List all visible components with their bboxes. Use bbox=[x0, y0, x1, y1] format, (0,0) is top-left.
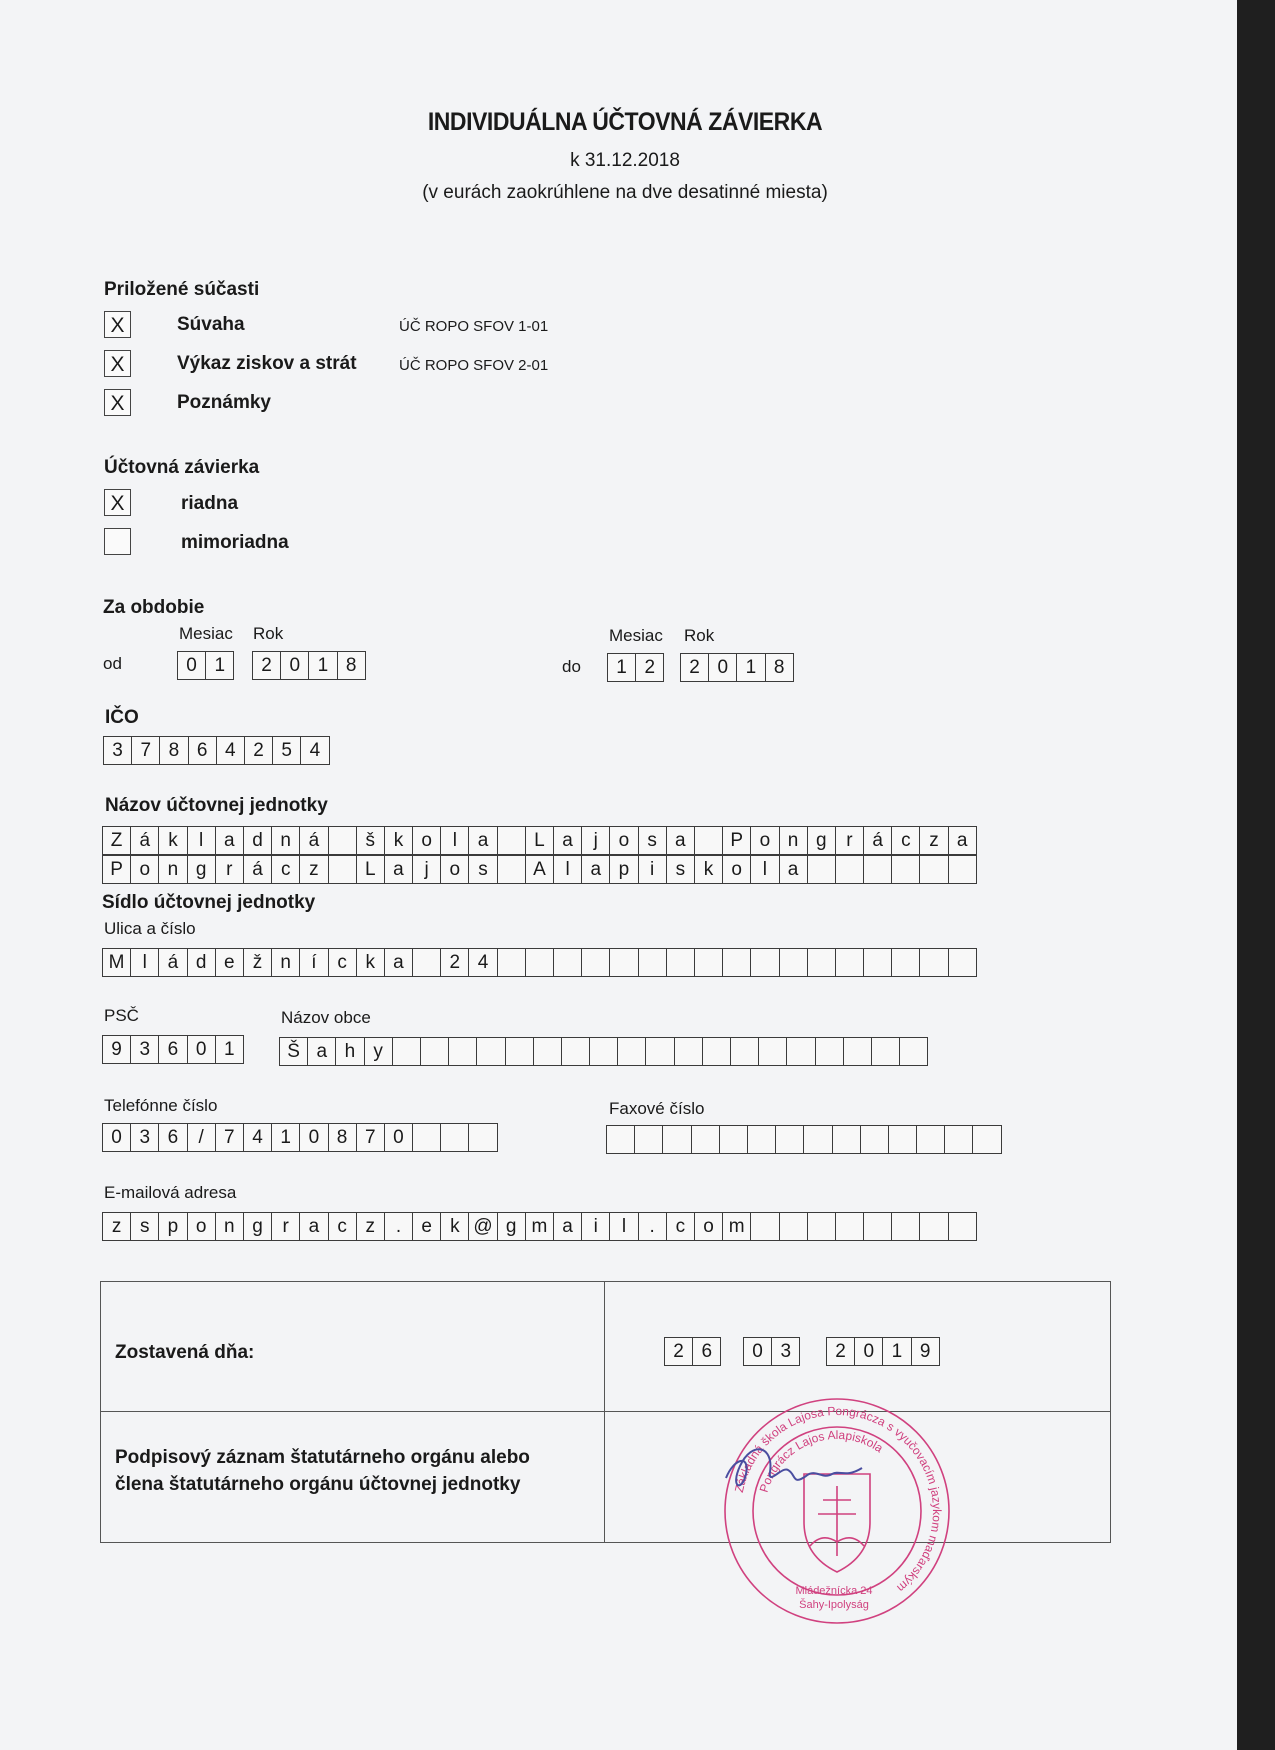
char-cell: n bbox=[271, 948, 300, 977]
char-cell: 0 bbox=[177, 651, 206, 680]
closure-checkbox-mimoriadna[interactable] bbox=[104, 528, 131, 555]
char-cell: / bbox=[187, 1123, 216, 1152]
char-cell: P bbox=[722, 826, 751, 855]
char-cell: 3 bbox=[130, 1035, 159, 1064]
char-cell bbox=[871, 1037, 900, 1066]
closure-checkbox-riadna[interactable]: X bbox=[104, 489, 131, 516]
char-cell: y bbox=[364, 1037, 393, 1066]
char-cell bbox=[497, 948, 526, 977]
char-cell: o bbox=[440, 855, 469, 884]
char-cell: 1 bbox=[215, 1035, 244, 1064]
char-cell: ž bbox=[243, 948, 272, 977]
char-cell bbox=[803, 1125, 832, 1154]
char-cell bbox=[448, 1037, 477, 1066]
char-cell bbox=[606, 1125, 635, 1154]
char-cell: 2 bbox=[635, 653, 664, 682]
char-cell: a bbox=[553, 826, 582, 855]
char-cell: 3 bbox=[130, 1123, 159, 1152]
char-cell bbox=[891, 855, 920, 884]
char-cell: 1 bbox=[736, 653, 765, 682]
char-cell: L bbox=[356, 855, 385, 884]
psc-label: PSČ bbox=[104, 1006, 139, 1025]
char-cell bbox=[666, 948, 695, 977]
phone-field[interactable] bbox=[102, 1123, 497, 1152]
char-cell bbox=[589, 1037, 618, 1066]
char-cell: 1 bbox=[205, 651, 234, 680]
char-cell: i bbox=[581, 1212, 610, 1241]
char-cell: 7 bbox=[215, 1123, 244, 1152]
fax-label: Faxové číslo bbox=[609, 1099, 705, 1118]
char-cell: @ bbox=[468, 1212, 497, 1241]
email-field[interactable] bbox=[102, 1212, 976, 1241]
char-cell: d bbox=[187, 948, 216, 977]
attachment-checkbox-vykaz[interactable]: X bbox=[104, 350, 131, 377]
char-cell: 1 bbox=[271, 1123, 300, 1152]
city-field[interactable] bbox=[279, 1037, 927, 1066]
signature-table-row-divider bbox=[100, 1411, 1111, 1412]
char-cell: m bbox=[722, 1212, 751, 1241]
char-cell bbox=[561, 1037, 590, 1066]
char-cell bbox=[694, 948, 723, 977]
char-cell: n bbox=[215, 1212, 244, 1241]
period-from-month-label: Mesiac bbox=[179, 624, 233, 643]
char-cell bbox=[392, 1037, 421, 1066]
char-cell: k bbox=[158, 826, 187, 855]
char-cell bbox=[843, 1037, 872, 1066]
attachment-checkbox-suvaha[interactable]: X bbox=[104, 311, 131, 338]
char-cell: l bbox=[187, 826, 216, 855]
char-cell: 9 bbox=[102, 1035, 131, 1064]
char-cell bbox=[944, 1125, 973, 1154]
char-cell: p bbox=[609, 855, 638, 884]
stamp-address-line-2: Šahy-Ipolyság bbox=[799, 1599, 869, 1611]
signature-table bbox=[100, 1281, 1111, 1543]
char-cell: o bbox=[750, 826, 779, 855]
attachment-label-vykaz: Výkaz ziskov a strát bbox=[177, 353, 357, 374]
char-cell: a bbox=[307, 1037, 336, 1066]
char-cell bbox=[807, 948, 836, 977]
char-cell: g bbox=[187, 855, 216, 884]
phone-label: Telefónne číslo bbox=[104, 1096, 218, 1115]
char-cell bbox=[638, 948, 667, 977]
char-cell: j bbox=[581, 826, 610, 855]
char-cell: r bbox=[215, 855, 244, 884]
char-cell bbox=[719, 1125, 748, 1154]
char-cell: á bbox=[243, 855, 272, 884]
char-cell bbox=[863, 855, 892, 884]
closure-label-riadna: riadna bbox=[181, 493, 239, 514]
char-cell: a bbox=[553, 1212, 582, 1241]
char-cell: z bbox=[102, 1212, 131, 1241]
char-cell bbox=[835, 948, 864, 977]
char-cell: a bbox=[299, 1212, 328, 1241]
char-cell bbox=[948, 1212, 977, 1241]
char-cell: l bbox=[130, 948, 159, 977]
char-cell: e bbox=[412, 1212, 441, 1241]
char-cell: M bbox=[102, 948, 131, 977]
char-cell: m bbox=[525, 1212, 554, 1241]
compiled-month[interactable] bbox=[743, 1337, 799, 1366]
char-cell bbox=[722, 948, 751, 977]
char-cell: í bbox=[299, 948, 328, 977]
char-cell: a bbox=[779, 855, 808, 884]
char-cell bbox=[617, 1037, 646, 1066]
char-cell bbox=[891, 1212, 920, 1241]
char-cell: 6 bbox=[692, 1337, 721, 1366]
char-cell: 0 bbox=[708, 653, 737, 682]
email-label: E-mailová adresa bbox=[104, 1183, 237, 1202]
char-cell: 0 bbox=[743, 1337, 772, 1366]
char-cell bbox=[412, 948, 441, 977]
char-cell: a bbox=[666, 826, 695, 855]
char-cell: Š bbox=[279, 1037, 308, 1066]
char-cell: l bbox=[440, 826, 469, 855]
char-cell bbox=[533, 1037, 562, 1066]
stamp-ring-text: Základná škola Lajosa Pongrácza s vyučovacím jazykom maďarským bbox=[731, 1403, 945, 1596]
char-cell bbox=[891, 948, 920, 977]
scan-edge bbox=[1237, 0, 1275, 1750]
char-cell: á bbox=[158, 948, 187, 977]
char-cell bbox=[779, 948, 808, 977]
char-cell: L bbox=[525, 826, 554, 855]
stamp-address-line-1: Mládežnícka 24 bbox=[795, 1585, 873, 1597]
char-cell: c bbox=[666, 1212, 695, 1241]
char-cell bbox=[747, 1125, 776, 1154]
char-cell: a bbox=[948, 826, 977, 855]
char-cell: h bbox=[335, 1037, 364, 1066]
period-to-month-label: Mesiac bbox=[609, 626, 663, 645]
char-cell: s bbox=[638, 826, 667, 855]
char-cell: Z bbox=[102, 826, 131, 855]
char-cell bbox=[815, 1037, 844, 1066]
char-cell bbox=[420, 1037, 449, 1066]
char-cell: k bbox=[694, 855, 723, 884]
char-cell: 8 bbox=[159, 736, 188, 765]
stamp-inner-text: Pongrácz Lajos Alapiskola bbox=[756, 1427, 886, 1495]
period-to-month[interactable] bbox=[607, 653, 663, 682]
char-cell: 0 bbox=[854, 1337, 883, 1366]
char-cell bbox=[553, 948, 582, 977]
char-cell: g bbox=[243, 1212, 272, 1241]
char-cell bbox=[634, 1125, 663, 1154]
period-to-year-label: Rok bbox=[684, 626, 715, 645]
document-units: (v eurách zaokrúhlene na dve desatinné miesta) bbox=[422, 182, 828, 203]
char-cell bbox=[581, 948, 610, 977]
char-cell: 0 bbox=[299, 1123, 328, 1152]
char-cell: c bbox=[328, 948, 357, 977]
char-cell: 1 bbox=[882, 1337, 911, 1366]
char-cell: 0 bbox=[102, 1123, 131, 1152]
attachment-code-vykaz: ÚČ ROPO SFOV 2-01 bbox=[399, 357, 549, 374]
official-stamp bbox=[722, 1396, 952, 1626]
char-cell bbox=[786, 1037, 815, 1066]
char-cell: 4 bbox=[243, 1123, 272, 1152]
char-cell bbox=[888, 1125, 917, 1154]
char-cell: 2 bbox=[244, 736, 273, 765]
char-cell: k bbox=[440, 1212, 469, 1241]
char-cell: 0 bbox=[280, 651, 309, 680]
char-cell: o bbox=[412, 826, 441, 855]
char-cell bbox=[750, 1212, 779, 1241]
char-cell bbox=[835, 855, 864, 884]
period-from-label: od bbox=[103, 654, 122, 673]
period-from-month[interactable] bbox=[177, 651, 233, 680]
double-cross-icon bbox=[810, 1486, 864, 1556]
char-cell bbox=[750, 948, 779, 977]
char-cell bbox=[645, 1037, 674, 1066]
char-cell: 0 bbox=[384, 1123, 413, 1152]
char-cell: 3 bbox=[771, 1337, 800, 1366]
char-cell bbox=[916, 1125, 945, 1154]
char-cell: . bbox=[384, 1212, 413, 1241]
char-cell bbox=[919, 855, 948, 884]
char-cell bbox=[691, 1125, 720, 1154]
city-label: Názov obce bbox=[281, 1008, 371, 1027]
char-cell bbox=[899, 1037, 928, 1066]
char-cell: 1 bbox=[308, 651, 337, 680]
char-cell: l bbox=[750, 855, 779, 884]
entity-name-label: Názov účtovnej jednotky bbox=[105, 795, 328, 816]
char-cell bbox=[525, 948, 554, 977]
char-cell: 4 bbox=[300, 736, 329, 765]
char-cell: n bbox=[271, 826, 300, 855]
char-cell: n bbox=[158, 855, 187, 884]
char-cell: á bbox=[863, 826, 892, 855]
char-cell bbox=[948, 948, 977, 977]
char-cell: z bbox=[299, 855, 328, 884]
char-cell: 8 bbox=[337, 651, 366, 680]
document-title: INDIVIDUÁLNA ÚČTOVNÁ ZÁVIERKA bbox=[427, 108, 823, 136]
signature-label-line-1: Podpisový záznam štatutárneho orgánu alebo bbox=[115, 1447, 530, 1468]
char-cell: c bbox=[891, 826, 920, 855]
attachments-heading: Priložené súčasti bbox=[104, 279, 260, 300]
char-cell: 6 bbox=[158, 1035, 187, 1064]
period-from-year[interactable] bbox=[252, 651, 365, 680]
char-cell: l bbox=[609, 1212, 638, 1241]
char-cell: á bbox=[130, 826, 159, 855]
char-cell bbox=[919, 948, 948, 977]
char-cell: p bbox=[158, 1212, 187, 1241]
char-cell bbox=[412, 1123, 441, 1152]
char-cell: l bbox=[553, 855, 582, 884]
char-cell bbox=[497, 855, 526, 884]
char-cell bbox=[919, 1212, 948, 1241]
char-cell: z bbox=[919, 826, 948, 855]
char-cell: k bbox=[356, 948, 385, 977]
street-field[interactable] bbox=[102, 948, 976, 977]
char-cell: A bbox=[525, 855, 554, 884]
street-label: Ulica a číslo bbox=[104, 919, 196, 938]
char-cell: j bbox=[412, 855, 441, 884]
entity-name-row-1[interactable] bbox=[102, 826, 976, 855]
char-cell bbox=[694, 826, 723, 855]
char-cell bbox=[775, 1125, 804, 1154]
char-cell bbox=[758, 1037, 787, 1066]
closure-heading: Účtovná závierka bbox=[104, 457, 260, 478]
char-cell bbox=[468, 1123, 497, 1152]
char-cell: k bbox=[384, 826, 413, 855]
char-cell bbox=[835, 1212, 864, 1241]
char-cell bbox=[662, 1125, 691, 1154]
psc-field[interactable] bbox=[102, 1035, 243, 1064]
char-cell bbox=[832, 1125, 861, 1154]
char-cell: a bbox=[215, 826, 244, 855]
char-cell: 1 bbox=[607, 653, 636, 682]
char-cell bbox=[730, 1037, 759, 1066]
char-cell: á bbox=[299, 826, 328, 855]
char-cell: d bbox=[243, 826, 272, 855]
char-cell: 7 bbox=[356, 1123, 385, 1152]
fax-field[interactable] bbox=[606, 1125, 1001, 1154]
entity-name-row-2[interactable] bbox=[102, 855, 976, 884]
char-cell: 6 bbox=[158, 1123, 187, 1152]
char-cell bbox=[702, 1037, 731, 1066]
char-cell: 6 bbox=[188, 736, 217, 765]
attachment-code-suvaha: ÚČ ROPO SFOV 1-01 bbox=[399, 318, 549, 335]
char-cell: P bbox=[102, 855, 131, 884]
char-cell: e bbox=[215, 948, 244, 977]
char-cell: c bbox=[328, 1212, 357, 1241]
char-cell: 4 bbox=[468, 948, 497, 977]
char-cell bbox=[440, 1123, 469, 1152]
char-cell bbox=[476, 1037, 505, 1066]
compiled-date-label: Zostavená dňa: bbox=[115, 1342, 255, 1363]
char-cell: o bbox=[187, 1212, 216, 1241]
char-cell: z bbox=[356, 1212, 385, 1241]
char-cell: o bbox=[609, 826, 638, 855]
char-cell: š bbox=[356, 826, 385, 855]
char-cell: 2 bbox=[252, 651, 281, 680]
attachment-checkbox-poznamky[interactable]: X bbox=[104, 389, 131, 416]
char-cell bbox=[807, 855, 836, 884]
document-date: k 31.12.2018 bbox=[570, 150, 680, 171]
char-cell: r bbox=[271, 1212, 300, 1241]
attachment-label-poznamky: Poznámky bbox=[177, 392, 271, 413]
closure-label-mimoriadna: mimoriadna bbox=[181, 532, 289, 553]
signature-table-divider bbox=[604, 1281, 605, 1543]
ico-field[interactable] bbox=[103, 736, 329, 765]
char-cell bbox=[328, 826, 357, 855]
char-cell bbox=[807, 1212, 836, 1241]
char-cell: 9 bbox=[911, 1337, 940, 1366]
char-cell: g bbox=[807, 826, 836, 855]
compiled-day[interactable] bbox=[664, 1337, 720, 1366]
char-cell bbox=[328, 855, 357, 884]
char-cell: 3 bbox=[103, 736, 132, 765]
char-cell: 0 bbox=[187, 1035, 216, 1064]
char-cell: 2 bbox=[664, 1337, 693, 1366]
char-cell: 2 bbox=[440, 948, 469, 977]
char-cell: s bbox=[468, 855, 497, 884]
char-cell: 2 bbox=[680, 653, 709, 682]
char-cell: o bbox=[694, 1212, 723, 1241]
char-cell: 7 bbox=[131, 736, 160, 765]
char-cell: i bbox=[638, 855, 667, 884]
ico-label: IČO bbox=[105, 707, 139, 728]
char-cell bbox=[948, 855, 977, 884]
char-cell: s bbox=[666, 855, 695, 884]
signature-label-line-2: člena štatutárneho orgánu účtovnej jednotky bbox=[115, 1474, 521, 1495]
char-cell: r bbox=[835, 826, 864, 855]
char-cell bbox=[609, 948, 638, 977]
char-cell bbox=[860, 1125, 889, 1154]
period-heading: Za obdobie bbox=[103, 597, 205, 618]
char-cell: o bbox=[722, 855, 751, 884]
char-cell bbox=[972, 1125, 1001, 1154]
char-cell: a bbox=[384, 948, 413, 977]
char-cell bbox=[863, 948, 892, 977]
char-cell: n bbox=[779, 826, 808, 855]
char-cell: g bbox=[497, 1212, 526, 1241]
char-cell bbox=[779, 1212, 808, 1241]
compiled-year[interactable] bbox=[826, 1337, 939, 1366]
char-cell: 5 bbox=[272, 736, 301, 765]
char-cell bbox=[674, 1037, 703, 1066]
char-cell: a bbox=[468, 826, 497, 855]
char-cell bbox=[863, 1212, 892, 1241]
char-cell: s bbox=[130, 1212, 159, 1241]
char-cell bbox=[505, 1037, 534, 1066]
char-cell: 4 bbox=[216, 736, 245, 765]
attachment-label-suvaha: Súvaha bbox=[177, 314, 245, 335]
period-to-label: do bbox=[562, 657, 581, 676]
char-cell bbox=[497, 826, 526, 855]
char-cell: a bbox=[384, 855, 413, 884]
char-cell: o bbox=[130, 855, 159, 884]
char-cell: a bbox=[581, 855, 610, 884]
char-cell: 8 bbox=[328, 1123, 357, 1152]
char-cell: 8 bbox=[765, 653, 794, 682]
period-from-year-label: Rok bbox=[253, 624, 284, 643]
char-cell: 2 bbox=[826, 1337, 855, 1366]
char-cell: c bbox=[271, 855, 300, 884]
period-to-year[interactable] bbox=[680, 653, 793, 682]
char-cell: . bbox=[638, 1212, 667, 1241]
address-heading: Sídlo účtovnej jednotky bbox=[102, 892, 316, 913]
